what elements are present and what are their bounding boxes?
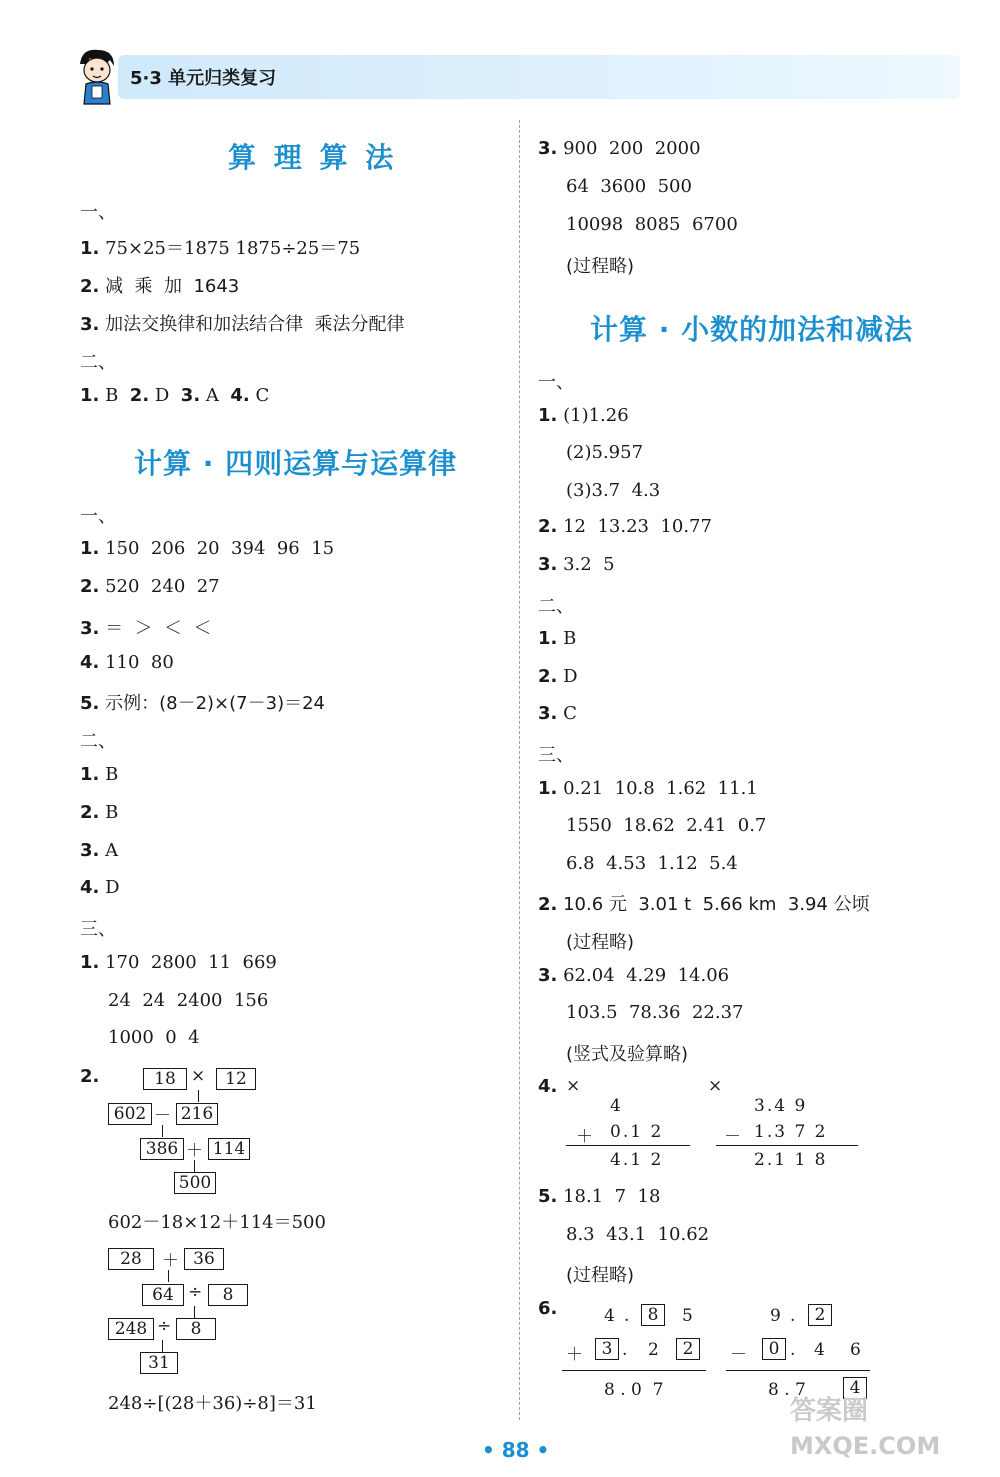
digit: 8 . 0 7 (604, 1380, 664, 1400)
tree-box: 18 (143, 1068, 187, 1090)
part-heading: 二、 (538, 596, 574, 617)
part-heading: 一、 (80, 506, 116, 527)
digit: . (790, 1306, 796, 1326)
answer-box: 4 (843, 1377, 867, 1399)
sum-line (566, 1145, 690, 1146)
answer-line: 24 24 2400 156 (108, 990, 269, 1011)
digit: 4 (814, 1340, 825, 1360)
equation: 248÷[(28＋36)÷8]＝31 (108, 1393, 317, 1414)
answer-note: (过程略) (566, 256, 635, 277)
answer-box: 0 (762, 1338, 786, 1360)
tree-box: 248 (108, 1318, 154, 1340)
answer-line: 4. D (80, 877, 120, 898)
part-heading: 一、 (80, 202, 116, 223)
answer-box: 3 (595, 1338, 619, 1360)
answer-line: 3. 3.2 5 (538, 554, 615, 575)
answer-line: 1. 170 2800 11 669 (80, 952, 277, 973)
tree-box: 64 (142, 1284, 184, 1306)
digit: 4 (604, 1306, 615, 1326)
section-title-arithmetic: 计算 · 四则运算与运算律 (134, 447, 458, 480)
tree-box: 8 (176, 1318, 216, 1340)
tree-box: 114 (208, 1138, 250, 1160)
answer-line: 3. A (80, 840, 119, 861)
tree-box: 500 (174, 1172, 216, 1194)
tree-box: 8 (208, 1284, 248, 1306)
connector (168, 1270, 169, 1282)
question-number: 2. (80, 1066, 100, 1087)
digit: . (624, 1306, 630, 1326)
answer-line: 3. 62.04 4.29 14.06 (538, 965, 730, 986)
tree-box: 602 (108, 1103, 152, 1125)
operator: － (730, 1345, 747, 1365)
tree-box: 28 (108, 1248, 154, 1270)
operator: ＋ (162, 1251, 179, 1271)
answer-line: 1000 0 4 (108, 1027, 200, 1048)
question-number: 6. (538, 1298, 558, 1319)
answer-line: (2)5.957 (566, 442, 644, 463)
section-title-suanli: 算 理 算 法 (228, 141, 398, 174)
answer-line: 1550 18.62 2.41 0.7 (566, 815, 767, 836)
part-heading: 二、 (80, 731, 116, 752)
wrong-mark: × (566, 1076, 581, 1096)
digit: 1.3 7 2 (754, 1122, 828, 1142)
watermark: 答案圈 MXQE.COM (790, 1396, 941, 1460)
part-heading: 一、 (538, 372, 574, 393)
part-heading: 三、 (538, 745, 574, 766)
digit: 5 (682, 1306, 693, 1326)
digit: 6 (850, 1340, 861, 1360)
tree-box: 31 (140, 1352, 178, 1374)
answer-line: 3. 加法交换律和加法结合律 乘法分配律 (80, 314, 405, 335)
answer-line: 6.8 4.53 1.12 5.4 (566, 853, 738, 874)
answer-box: 2 (676, 1338, 700, 1360)
answer-line: 5. 示例：(8－2)×(7－3)＝24 (80, 693, 325, 714)
digit: 2.1 1 8 (754, 1150, 828, 1170)
tree-box: 386 (140, 1138, 184, 1160)
answer-note: (竖式及验算略) (566, 1044, 689, 1065)
answer-line: 1. B (80, 764, 119, 785)
digit: 2 (648, 1340, 659, 1360)
answer-line: 2. 12 13.23 10.77 (538, 516, 712, 537)
connector (194, 1306, 195, 1318)
answer-line: 8.3 43.1 10.62 (566, 1224, 710, 1245)
answer-line: 3. ＝ ＞ ＜ ＜ (80, 618, 212, 639)
digit: . (622, 1340, 628, 1360)
answer-line: 1. 0.21 10.8 1.62 11.1 (538, 778, 758, 799)
answer-box: 2 (808, 1304, 832, 1326)
operator: ＋ (566, 1345, 583, 1365)
operator: × (191, 1066, 206, 1086)
tree-box: 36 (184, 1248, 224, 1270)
answer-line: 5. 18.1 7 18 (538, 1186, 661, 1207)
header-title: 5·3 单元归类复习 (130, 68, 277, 89)
answer-line: (3)3.7 4.3 (566, 480, 661, 501)
answer-note: (过程略) (566, 1265, 635, 1286)
wrong-mark: × (708, 1076, 723, 1096)
answer-line: 1. 150 206 20 394 96 15 (80, 538, 335, 559)
connector (162, 1125, 163, 1137)
equation: 602－18×12＋114＝500 (108, 1212, 326, 1233)
sum-line (716, 1145, 858, 1146)
operator: ÷ (157, 1316, 172, 1336)
digit: 0.1 2 (610, 1122, 664, 1142)
operator: ÷ (188, 1282, 203, 1302)
answer-line: 2. 10.6 元 3.01 t 5.66 km 3.94 公顷 (538, 894, 870, 915)
connector (162, 1340, 163, 1352)
answer-line: 2. D (538, 666, 578, 687)
answer-line: 1. (1)1.26 (538, 405, 629, 426)
digit: 8 . 7 (768, 1380, 806, 1400)
sum-line (726, 1370, 870, 1371)
answer-box: 8 (641, 1304, 665, 1326)
digit: 9 (770, 1306, 781, 1326)
answer-line: 1. B 2. D 3. A 4. C (80, 385, 270, 406)
answer-line: 2. 减 乘 加 1643 (80, 276, 240, 297)
operator: ＋ (576, 1127, 595, 1147)
answer-line: 64 3600 500 (566, 176, 692, 197)
question-number: 4. (538, 1076, 558, 1097)
answer-line: 2. B (80, 802, 119, 823)
digit: 3.4 9 (754, 1096, 808, 1116)
answer-line: 1. 75×25＝1875 1875÷25＝75 (80, 238, 361, 259)
page-number: • 88 • (482, 1438, 550, 1462)
operator: ＋ (186, 1141, 203, 1161)
section-title-decimals: 计算 · 小数的加法和减法 (590, 313, 914, 346)
boy-mascot-icon (72, 46, 120, 106)
answer-line: 3. 900 200 2000 (538, 138, 701, 159)
digit: . (790, 1340, 796, 1360)
operator: － (724, 1127, 743, 1147)
connector (198, 1090, 199, 1102)
tree-box: 216 (176, 1103, 218, 1125)
sum-line (562, 1370, 706, 1371)
answer-line: 10098 8085 6700 (566, 214, 738, 235)
answer-line: 103.5 78.36 22.37 (566, 1002, 744, 1023)
column-divider (519, 120, 520, 1420)
digit: 4 (610, 1096, 623, 1116)
answer-note: (过程略) (566, 932, 635, 953)
answer-line: 2. 520 240 27 (80, 576, 220, 597)
connector (194, 1160, 195, 1172)
digit: 4.1 2 (610, 1150, 664, 1170)
tree-box: 12 (216, 1068, 256, 1090)
operator: － (154, 1106, 171, 1126)
answer-line: 3. C (538, 703, 577, 724)
answer-line: 4. 110 80 (80, 652, 174, 673)
part-heading: 三、 (80, 919, 116, 940)
answer-line: 1. B (538, 628, 577, 649)
part-heading: 二、 (80, 352, 116, 373)
